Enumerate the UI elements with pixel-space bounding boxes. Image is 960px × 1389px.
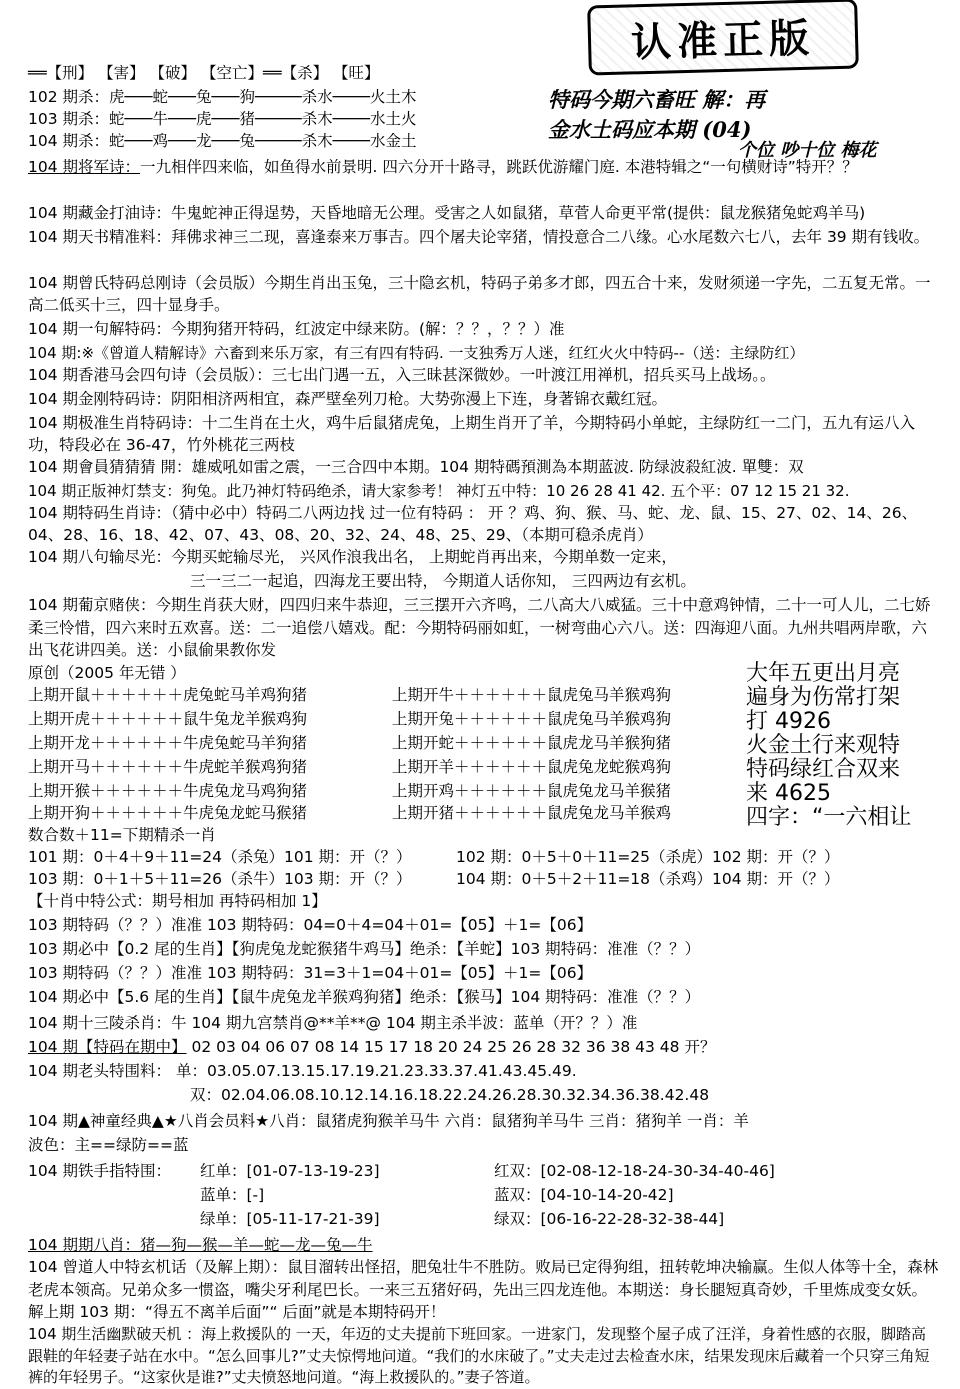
blue-odd: 蓝单：[-] <box>200 1186 265 1204</box>
formula-title: 【十肖中特公式：期号相加 再特码相加 1】 <box>28 892 327 910</box>
calc-row: 102 期：0＋5＋0＋11=25（杀虎）102 期：开（？） <box>456 848 840 866</box>
formula-row: 103 期必中【0.2 尾的生肖】【狗虎兔龙蛇猴猪牛鸡马】绝杀：【羊蛇】103 期特码：准准（？？） <box>28 940 701 958</box>
general-poem-text: 一九相伴四来临，如鱼得水前景明. 四六分开十路寻，跳跃优游耀门庭. 本港特辑之“一句横财诗”特开？？ <box>140 158 858 176</box>
handwritten-note-2: 金水土码应本期 (04) <box>548 117 752 142</box>
special-in-period-label: 104 期【特码在期中】 <box>28 1038 187 1056</box>
zodiac-right-row: 上期开蛇＋＋＋＋＋＋鼠虎龙马羊猴狗猪 <box>392 734 672 752</box>
eight-zodiac: 104 期期八肖：猪—狗—猴—羊—蛇—龙—兔—牛 <box>28 1236 373 1254</box>
eight-lines-1: 104 期八句输尽光：今期买蛇输尽光， 兴风作浪我出名， 上期蛇肖再出来，今期单数一定来， <box>28 548 677 566</box>
paragraph-zeng-poem: 104 期曾氏特码总刚诗（会员版）今期生肖出玉兔，三十隐玄机，特码子弟多才郎，四五合十来，发财须递一字先，二五复无常。一高二低买十三，四十显身手。 <box>28 274 931 314</box>
special-in-period <box>28 1036 940 1058</box>
wave-color: 波色：主==绿防==蓝 <box>28 1136 189 1154</box>
formula-row: 103 期特码（？？）准准 103 期特码：04=0＋4=04＋01=【05】＋1=【06】 <box>28 916 593 934</box>
zodiac-left-row: 上期开马＋＋＋＋＋＋牛虎蛇羊猴鸡狗猪 <box>28 758 308 776</box>
eight-lines-2: 三一三二一起追，四海龙王要出特， 今期道人话你知， 三四两边有玄机。 <box>190 572 696 590</box>
zodiac-left-row: 上期开鼠＋＋＋＋＋＋虎兔蛇马羊鸡狗猪 <box>28 686 308 704</box>
zodiac-left-row: 上期开虎＋＋＋＋＋＋鼠牛兔龙羊猴鸡狗 <box>28 710 308 728</box>
iron-finger-label: 104 期铁手指特围： <box>28 1162 172 1180</box>
zeng-mystery: 104 曾道人中特玄机话（及解上期）：鼠目溜转出怪招，肥兔壮牛不胜防。败局已定得狗组，扭转乾坤决输赢。生似人体等十全，森林老虎本领高。兄弟众多一惯盗，嘴尖牙利尾巴长。一来三五猪好码，先出三四龙连他。本期送：身长腿短真奇妙，千里炼成变女妖。解上期 103 期：“得五不离羊后面”“ 后面”就是本期特码开！ <box>28 1258 939 1321</box>
formula-row: 103 期特码（？？）准准 103 期特码：31=3＋1=04＋01=【05】＋1=【06】 <box>28 964 593 982</box>
paragraph-one-line: 104 期一句解特码：今期狗猪开特码，红波定中绿来防。(解：？？，？？）准 <box>28 320 565 338</box>
general-poem-label: 104 期将军诗： <box>28 158 141 176</box>
general-poem <box>28 156 932 178</box>
side-poem-line: 打 4926 <box>746 709 831 734</box>
old-man-even: 双：02.04.06.08.10.12.14.16.18.22.24.26.28.30.32.34.36.38.42.48 <box>190 1086 710 1104</box>
green-odd: 绿单：[05-11-17-21-39] <box>200 1210 380 1228</box>
formula-row: 104 期必中【5.6 尾的生肖】【鼠牛虎兔龙羊猴鸡狗猪】绝杀：【猴马】104 期特码：准准（？？） <box>28 988 701 1006</box>
paragraph-zeng-daoren: 104 期:※《曾道人精解诗》六畜到来乐万家，有三有四有特码. 一支独秀万人迷，红红火火中特码--（送：主绿防红） <box>28 344 805 362</box>
zodiac-right-row: 上期开兔＋＋＋＋＋＋鼠虎兔马羊猴鸡狗 <box>392 710 672 728</box>
original-title: 原创（2005 年无错 ） <box>28 664 186 682</box>
zodiac-right-row: 上期开牛＋＋＋＋＋＋鼠虎兔马羊猴鸡狗 <box>392 686 672 704</box>
paragraph-gold-poem: 104 期藏金打油诗：牛鬼蛇神正得逞势，天昏地暗无公理。受害之人如鼠猪，草菅人命更平常(提供：鼠龙猴猪兔蛇鸡羊马) <box>28 204 866 222</box>
blue-even: 蓝双：[04-10-14-20-42] <box>494 1186 674 1204</box>
zodiac-left-row: 上期开狗＋＋＋＋＋＋牛虎兔龙蛇马猴猪 <box>28 804 308 822</box>
handwritten-note-3: 个位 吵十位 梅花 <box>738 140 877 161</box>
side-poem-line: 遍身为伤常打架 <box>746 685 901 710</box>
paragraph-king-kong: 104 期金刚特码诗：阴阳相济两相宜，森严壁垒列刀枪。大势弥漫上下连，身著锦衣戴红冠。 <box>28 390 668 408</box>
side-poem-line: 特码绿红合双来 <box>746 757 901 782</box>
zodiac-right-row: 上期开羊＋＋＋＋＋＋鼠虎兔龙蛇猴鸡狗 <box>392 758 672 776</box>
calc-row: 104 期：0＋5＋2＋11=18（杀鸡）104 期：开（？） <box>456 870 840 888</box>
paragraph-hk-poem: 104 期香港马会四句诗（会员版）：三七出门遇一五，入三昧甚深微妙。一叶渡江用禅机，招兵买马上战场。。 <box>28 366 776 384</box>
tomb-kill-row: 104 期十三陵杀肖：牛 104 期九宫禁肖@**羊**@ 104 期主杀半波：蓝单（开？？）准 <box>28 1014 638 1032</box>
authentic-stamp: 认准正版 <box>587 0 859 76</box>
special-in-period-numbers: 02 03 04 06 07 08 14 15 17 18 20 24 25 26 28 32 36 38 43 48 开？ <box>191 1038 716 1056</box>
side-poem-line: 来 4625 <box>746 781 831 806</box>
paragraph-magic-lamp: 104 期正版神灯禁支：狗兔。此乃神灯特码绝杀，请大家参考！ 神灯五中特：10 26 28 41 42. 五个平：07 12 15 21 32. <box>28 482 850 500</box>
zodiac-left-row: 上期开猴＋＋＋＋＋＋牛虎兔龙马鸡狗猪 <box>28 782 308 800</box>
calc-row: 103 期：0＋1＋5＋11=26（杀牛）103 期：开（？） <box>28 870 412 888</box>
paragraph-macau-gambler: 104 期葡京赌侠：今期生肖获大财，四四归来牛恭迎，三三摆开六齐鸣，二八高大八威猛。三十中意鸡钟情，二十一可人儿，二七娇柔三怜惜，四六来时五欢喜。送：二一追偿八嬉戏。配：今期特码丽如虹，一树弯曲心六八。送：四海迎八面。九州共唱两岸歌，六出飞花讲四美。送：小鼠偷果教你发 <box>28 596 931 659</box>
green-even: 绿双：[06-16-22-28-32-38-44] <box>494 1210 725 1228</box>
red-even: 红双：[02-08-12-18-24-30-34-40-46] <box>494 1162 775 1180</box>
red-odd: 红单：[01-07-13-19-23] <box>200 1162 380 1180</box>
paragraph-heavenly-book: 104 期天书精准料：拜佛求神三二现，喜逢泰来万事吉。四个屠夫论宰猪，情投意合二八缘。心水尾数六七八，去年 39 期有钱收。 <box>28 228 930 246</box>
paragraph-zodiac-number: 104 期特码生肖诗：（猜中必中）特码二八两边找 过一位有特码 ： 开 ？鸡、狗、猴、马、蛇、龙、鼠、15、27、02、14、26、04、28、16、18、42、07、43、08、20、32、24、48、25、29、（本期可稳杀虎肖） <box>28 504 918 544</box>
side-poem-line: 四字：“一六相让 <box>746 805 912 830</box>
kill-row: 102 期杀：虎───蛇───兔───狗─────杀水────火土木 <box>28 88 417 106</box>
side-poem-line: 火金土行来观特 <box>746 733 901 758</box>
prodigy-classic: 104 期▲神童经典▲★八肖会员料★八肖：鼠猪虎狗猴羊马牛 六肖：鼠猪狗羊马牛 三肖：猪狗羊 一肖：羊 <box>28 1112 749 1130</box>
zodiac-right-row: 上期开鸡＋＋＋＋＋＋鼠虎兔龙马羊猴猪 <box>392 782 672 800</box>
old-man-odd: 104 期老头特围料： 单：03.05.07.13.15.17.19.21.23.33.37.41.43.45.49. <box>28 1062 577 1080</box>
kill-table-header: ══【刑】 【害】 【破】 【空亡】══【杀】 【旺】 <box>28 64 380 82</box>
kill-row: 104 期杀：蛇───鸡───龙───兔─────杀木────水金土 <box>28 132 417 150</box>
calc-row: 101 期：0＋4＋9＋11=24（杀兔）101 期：开（？） <box>28 848 412 866</box>
handwritten-note-1: 特码今期六畜旺 解：再 <box>548 87 766 112</box>
paragraph-zodiac-poem: 104 期极准生肖特码诗：十二生肖在土火，鸡牛后鼠猪虎兔，上期生肖开了羊，今期特码小单蛇，主绿防红一二门，五九有运八入功，特段必在 36-47，竹外桃花三两枝 <box>28 414 916 454</box>
sum-formula-title: 数合数＋11=下期精杀一肖 <box>28 826 216 844</box>
zodiac-right-row: 上期开猪＋＋＋＋＋＋鼠虎兔龙马羊猴鸡 <box>392 804 672 822</box>
paragraph-member-guess: 104 期會員猜猜猜 開：雄威吼如雷之震，一三合四中本期。104 期特碼預測為本期蓝波. 防绿波殺紅波. 單雙：双 <box>28 458 804 476</box>
side-poem-line: 大年五更出月亮 <box>746 661 901 686</box>
zodiac-left-row: 上期开龙＋＋＋＋＋＋牛虎兔蛇马羊狗猪 <box>28 734 308 752</box>
humor-story: 104 期生活幽默破天机 ：海上救援队的 一天，年迈的丈夫提前下班回家。一进家门，发现整个屋子成了汪洋，身着性感的衣服，脚踏高跟鞋的年轻妻子站在水中。“怎么回事儿?”丈夫惊愕地问道。“我们的水床破了。”丈夫走过去检查水床，结果发现床后藏着一个只穿三角短裤的年轻男子。“这家伙是谁?”丈夫愤怒地问道。“海上救援队的。”妻子答道。 <box>28 1325 930 1386</box>
kill-row: 103 期杀：蛇───牛───虎───猪─────杀木────水土火 <box>28 110 417 128</box>
